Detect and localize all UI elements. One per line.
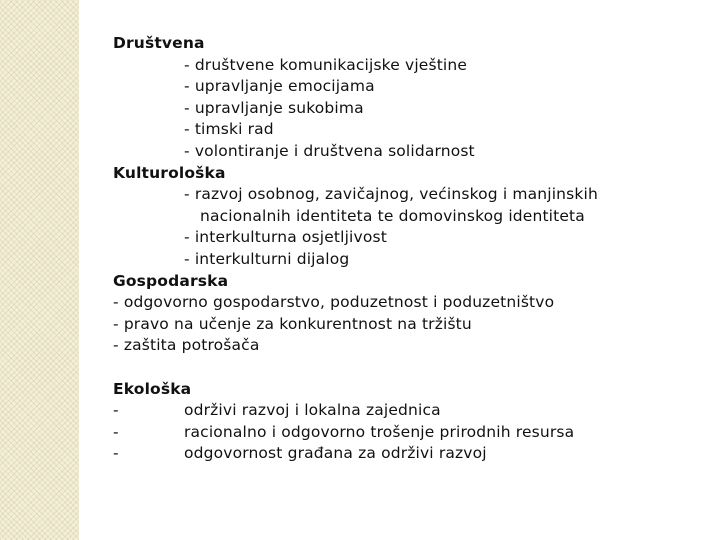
list-dash: -: [113, 422, 119, 441]
list-item-text: održivi razvoj i lokalna zajednica: [184, 401, 441, 420]
decorative-side-strip: [0, 0, 79, 540]
list-item: - upravljanje emocijama: [184, 77, 375, 96]
list-item: - društvene komunikacijske vještine: [184, 55, 468, 74]
list-item-text: odgovornost građana za održivi razvoj: [184, 444, 487, 463]
list-dash: -: [113, 401, 119, 420]
list-item: [113, 400, 713, 422]
list-item: - odgovorno gospodarstvo, poduzetnost i poduzetništvo: [113, 293, 555, 312]
section-spacer: [113, 357, 713, 379]
list-item: - upravljanje sukobima: [184, 98, 364, 117]
heading-kulturoloska: Kulturološka: [113, 163, 226, 182]
list-item: - interkulturni dijalog: [184, 249, 350, 268]
heading-drustvena: Društvena: [113, 34, 205, 52]
slide-content: [113, 33, 713, 465]
list-item-text: racionalno i odgovorno trošenje prirodnih resursa: [184, 422, 575, 441]
list-item: - volontiranje i društvena solidarnost: [184, 141, 475, 160]
list-item: - interkulturna osjetljivost: [184, 228, 387, 247]
list-item: - razvoj osobnog, zavičajnog, većinskog i manjinskih: [184, 185, 598, 204]
list-item: [113, 443, 713, 465]
heading-ekoloska: Ekološka: [113, 379, 192, 398]
list-item-continuation: nacionalnih identiteta te domovinskog identiteta: [200, 206, 585, 225]
list-item: - timski rad: [184, 120, 274, 139]
list-item: - zaštita potrošača: [113, 336, 260, 355]
list-item: - pravo na učenje za konkurentnost na tržištu: [113, 314, 472, 333]
list-dash: -: [113, 444, 119, 463]
list-item: [113, 422, 713, 444]
heading-gospodarska: Gospodarska: [113, 271, 229, 290]
